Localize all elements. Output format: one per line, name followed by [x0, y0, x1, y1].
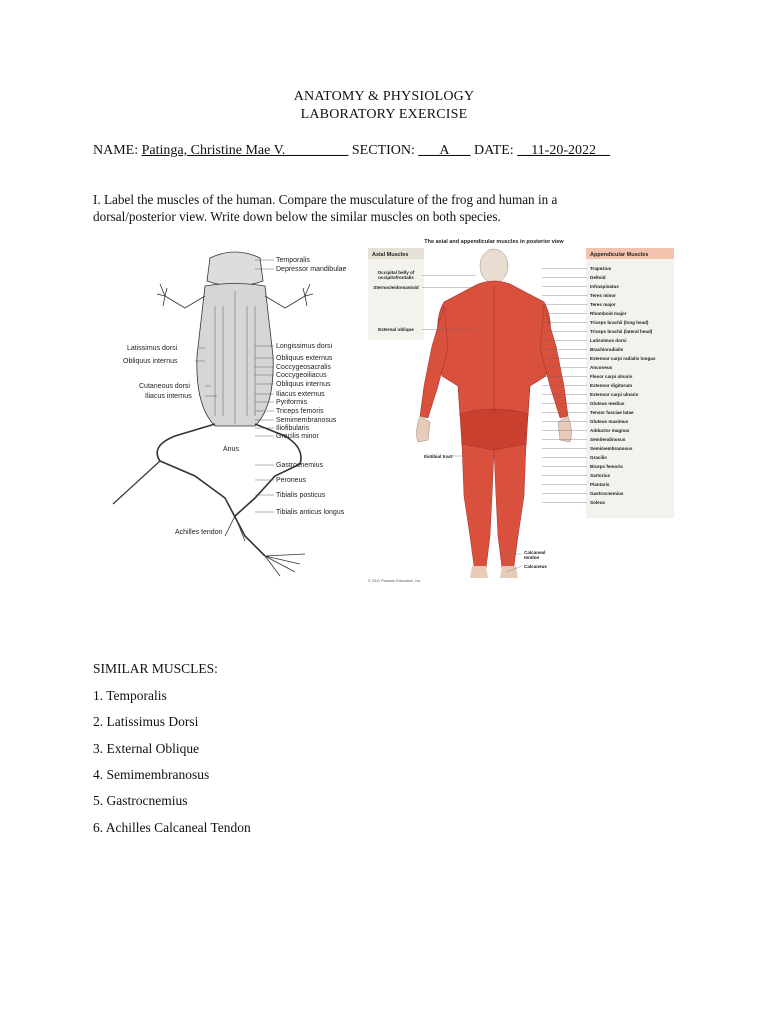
frog-label: Obliquus internus — [123, 358, 178, 365]
frog-label: Temporalis — [276, 257, 310, 264]
human-label: Calcaneal — [524, 550, 546, 555]
appendicular-label: Soleus — [590, 500, 606, 505]
appendicular-label: Deltoid — [590, 275, 606, 280]
appendicular-label: Extensor digitorum — [590, 383, 633, 388]
appendicular-label: Gracilis — [590, 455, 607, 460]
human-label: Calcaneus — [524, 564, 547, 569]
axial-label: occipitofrontalis — [378, 275, 414, 280]
axial-header: Axial Muscles — [372, 252, 409, 258]
similar-muscle-item: 6. Achilles Calcaneal Tendon — [93, 820, 251, 835]
document-title-line1: ANATOMY & PHYSIOLOGY — [293, 89, 475, 104]
human-muscle-diagram — [366, 236, 678, 586]
axial-label: External oblique — [378, 327, 414, 332]
similar-muscles-heading: SIMILAR MUSCLES: — [93, 661, 218, 676]
appendicular-label: Brachioradialis — [590, 347, 624, 352]
appendicular-label: Biceps femoris — [590, 464, 623, 469]
frog-label: Cutaneous dorsi — [139, 383, 190, 390]
appendicular-label: Extensor carpi ulnaris — [590, 392, 639, 397]
frog-label: Anus — [223, 446, 239, 453]
appendicular-label: Semimembranosus — [590, 446, 633, 451]
appendicular-label: Infraspinatus — [590, 284, 619, 289]
appendicular-label: Sartorius — [590, 473, 611, 478]
name-label: NAME: — [93, 143, 139, 158]
appendicular-label: Triceps brachii (lateral head) — [590, 329, 653, 334]
frog-label: Iliofibularis — [276, 425, 310, 432]
frog-label: Iliacus internus — [145, 393, 192, 400]
date-label: DATE: — [474, 143, 514, 158]
human-figure-caption: The axial and appendicular muscles in posterior view — [424, 239, 564, 246]
frog-label: Obliquus externus — [276, 355, 333, 362]
frog-label: Pyriformis — [276, 399, 308, 406]
appendicular-header: Appendicular Muscles — [590, 252, 649, 258]
appendicular-label: Semitendinosus — [590, 437, 626, 442]
student-info-line — [93, 142, 610, 160]
frog-label: Triceps femoris — [276, 408, 324, 415]
document-title-line2: LABORATORY EXERCISE — [300, 107, 468, 122]
axial-label: Sternocleidomastoid — [373, 285, 419, 290]
instructions-paragraph: I. Label the muscles of the human. Compare the musculature of the frog and human in a dorsal/posterior view. Write down below the similar muscles on both species. — [93, 192, 558, 224]
frog-label: Semimembranosus — [276, 417, 337, 424]
similar-muscle-item: 2. Latissimus Dorsi — [93, 714, 199, 729]
frog-label: Tibialis posticus — [276, 492, 326, 499]
appendicular-label: Trapezius — [590, 266, 612, 271]
frog-label: Longissimus dorsi — [276, 343, 333, 350]
similar-muscle-item: 3. External Oblique — [93, 741, 200, 756]
section-value: ___A___ — [418, 143, 471, 158]
frog-label: Obliquus internus — [276, 381, 331, 388]
appendicular-label: Adductor magnus — [590, 428, 630, 433]
appendicular-label: Triceps brachii (long head) — [590, 320, 649, 325]
human-label: tendon — [524, 555, 540, 560]
appendicular-label: Gastrocnemius — [590, 491, 624, 496]
frog-label: Gastrocnemius — [276, 462, 324, 469]
similar-muscle-item: 1. Temporalis — [93, 688, 167, 703]
frog-label: Peroneus — [276, 477, 306, 484]
date-value: __11-20-2022__ — [517, 143, 610, 158]
frog-label: Gracilis minor — [276, 433, 319, 440]
frog-label: Iliacus externus — [276, 391, 325, 398]
similar-muscle-item: 4. Semimembranosus — [93, 767, 210, 782]
axial-label: Occipital belly of — [377, 270, 415, 275]
appendicular-label: Extensor carpi radialis longus — [590, 356, 656, 361]
appendicular-label: Rhomboid major — [590, 311, 627, 316]
appendicular-label: Gluteus medius — [590, 401, 625, 406]
frog-label: Coccygeosacralis — [276, 364, 331, 371]
appendicular-label: Gluteus maximus — [590, 419, 629, 424]
frog-label: Achilles tendon — [175, 529, 223, 536]
frog-illustration — [105, 236, 365, 586]
frog-label: Depressor mandibulae — [276, 266, 347, 273]
appendicular-label: Anconeus — [590, 365, 613, 370]
human-label: Iliotibial tract — [424, 454, 453, 459]
appendicular-label: Teres major — [590, 302, 616, 307]
appendicular-label: Latissimus dorsi — [590, 338, 627, 343]
frog-muscle-diagram — [105, 236, 365, 586]
appendicular-label: Plantaris — [590, 482, 610, 487]
frog-label: Tibialis anticus longus — [276, 509, 345, 516]
appendicular-label: Flexor carpi ulnaris — [590, 374, 633, 379]
appendicular-label: Tensor fasciae latae — [590, 410, 634, 415]
human-copyright: © 2011 Pearson Education, Inc. — [368, 579, 422, 583]
frog-label: Latissimus dorsi — [127, 345, 178, 352]
frog-label: Coccygeoiliacus — [276, 372, 327, 379]
human-illustration — [366, 236, 678, 586]
name-value: Patinga, Christine Mae V._________ — [141, 143, 349, 158]
appendicular-label: Teres minor — [590, 293, 616, 298]
section-label: SECTION: — [351, 143, 415, 158]
similar-muscle-item: 5. Gastrocnemius — [93, 793, 188, 808]
